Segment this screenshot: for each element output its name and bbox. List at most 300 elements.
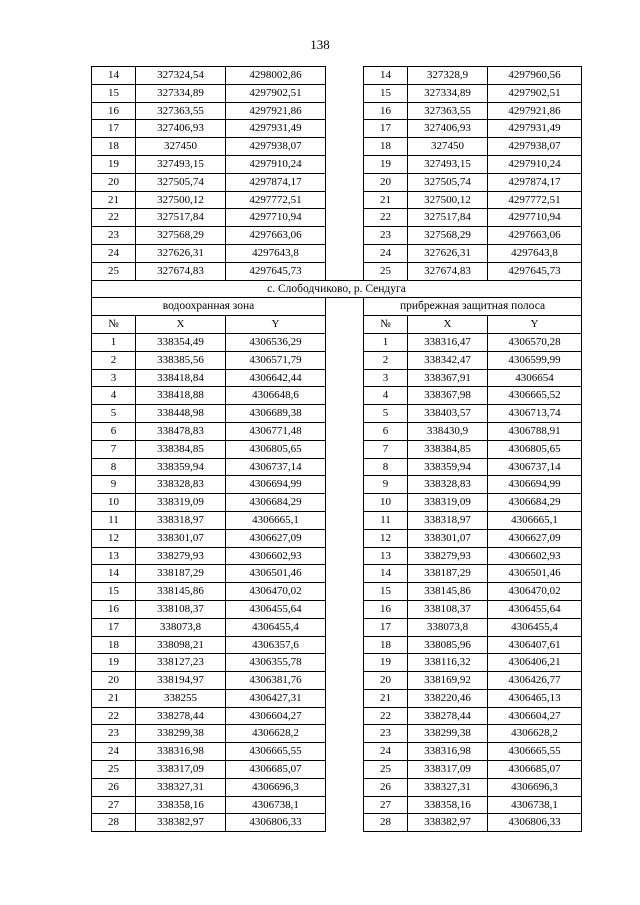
right-point-number: 27 <box>364 796 408 814</box>
right-coord-x: 338367,98 <box>408 387 488 405</box>
column-gap <box>326 120 364 138</box>
right-coord-x: 338403,57 <box>408 405 488 423</box>
left-coord-x: 338194,97 <box>136 672 226 690</box>
right-point-number: 22 <box>364 209 408 227</box>
table-row <box>92 529 582 547</box>
column-gap <box>326 155 364 173</box>
right-coord-y: 4306694,99 <box>488 476 582 494</box>
left-coord-x: 327363,55 <box>136 102 226 120</box>
left-coord-x: 338255 <box>136 689 226 707</box>
column-gap <box>326 565 364 583</box>
column-gap <box>326 333 364 351</box>
column-gap <box>326 743 364 761</box>
right-coord-y: 4306465,13 <box>488 689 582 707</box>
right-coord-y: 4306654 <box>488 369 582 387</box>
left-coord-x: 338278,44 <box>136 707 226 725</box>
left-coord-y: 4306805,65 <box>226 440 326 458</box>
table-row <box>92 476 582 494</box>
left-coord-x: 327500,12 <box>136 191 226 209</box>
table-row <box>92 262 582 280</box>
left-coord-y: 4297663,06 <box>226 227 326 245</box>
right-point-number: 9 <box>364 476 408 494</box>
left-coord-y: 4306627,09 <box>226 529 326 547</box>
table-row <box>92 102 582 120</box>
left-point-number: 1 <box>92 333 136 351</box>
right-coord-y: 4306599,99 <box>488 351 582 369</box>
right-point-number: 20 <box>364 672 408 690</box>
column-gap <box>326 227 364 245</box>
left-coord-y: 4306427,31 <box>226 689 326 707</box>
left-point-number: 15 <box>92 84 136 102</box>
right-coord-x: 327406,93 <box>408 120 488 138</box>
left-coord-y: 4297938,07 <box>226 138 326 156</box>
left-point-number: 19 <box>92 155 136 173</box>
right-coord-x: 338342,47 <box>408 351 488 369</box>
right-coord-y: 4297931,49 <box>488 120 582 138</box>
left-coord-y: 4297643,8 <box>226 244 326 262</box>
right-point-number: 25 <box>364 262 408 280</box>
table-row <box>92 173 582 191</box>
right-point-number: 18 <box>364 636 408 654</box>
right-point-number: 13 <box>364 547 408 565</box>
left-point-number: 22 <box>92 209 136 227</box>
column-gap <box>326 138 364 156</box>
left-point-number: 17 <box>92 618 136 636</box>
left-point-number: 8 <box>92 458 136 476</box>
left-point-number: 15 <box>92 583 136 601</box>
left-coord-y: 4306648,6 <box>226 387 326 405</box>
right-point-number: 24 <box>364 743 408 761</box>
left-coord-x: 338418,84 <box>136 369 226 387</box>
header-number: № <box>92 316 136 334</box>
table-row <box>92 138 582 156</box>
left-coord-x: 338385,56 <box>136 351 226 369</box>
left-point-number: 20 <box>92 173 136 191</box>
left-coord-y: 4306455,64 <box>226 600 326 618</box>
left-point-number: 13 <box>92 547 136 565</box>
left-coord-x: 338358,16 <box>136 796 226 814</box>
column-gap <box>326 778 364 796</box>
right-point-number: 3 <box>364 369 408 387</box>
left-coord-y: 4298002,86 <box>226 67 326 85</box>
right-point-number: 15 <box>364 84 408 102</box>
left-coord-y: 4306642,44 <box>226 369 326 387</box>
right-coord-y: 4297645,73 <box>488 262 582 280</box>
table-row <box>92 707 582 725</box>
column-gap <box>326 476 364 494</box>
left-point-number: 24 <box>92 244 136 262</box>
left-coord-x: 327626,31 <box>136 244 226 262</box>
left-coord-x: 338319,09 <box>136 494 226 512</box>
table-row <box>92 84 582 102</box>
column-gap <box>326 262 364 280</box>
left-coord-x: 327450 <box>136 138 226 156</box>
column-gap <box>326 405 364 423</box>
left-coord-x: 338073,8 <box>136 618 226 636</box>
left-coord-x: 338301,07 <box>136 529 226 547</box>
left-coord-x: 338279,93 <box>136 547 226 565</box>
left-point-number: 5 <box>92 405 136 423</box>
right-point-number: 1 <box>364 333 408 351</box>
left-point-number: 14 <box>92 565 136 583</box>
table-row <box>92 387 582 405</box>
right-point-number: 18 <box>364 138 408 156</box>
column-gap <box>326 316 364 334</box>
right-point-number: 21 <box>364 191 408 209</box>
right-point-number: 22 <box>364 707 408 725</box>
right-coord-x: 338316,98 <box>408 743 488 761</box>
table-row <box>92 244 582 262</box>
left-point-number: 11 <box>92 511 136 529</box>
right-point-number: 21 <box>364 689 408 707</box>
header-x: X <box>136 316 226 334</box>
table-row <box>92 796 582 814</box>
right-coord-x: 338299,38 <box>408 725 488 743</box>
right-point-number: 16 <box>364 600 408 618</box>
left-coord-x: 338328,83 <box>136 476 226 494</box>
left-point-number: 26 <box>92 778 136 796</box>
right-coord-y: 4306696,3 <box>488 778 582 796</box>
right-coord-x: 338317,09 <box>408 761 488 779</box>
right-coord-y: 4306455,64 <box>488 600 582 618</box>
table-row <box>92 547 582 565</box>
left-table-title: водоохранная зона <box>92 298 326 316</box>
right-coord-x: 338169,92 <box>408 672 488 690</box>
right-coord-x: 338220,46 <box>408 689 488 707</box>
left-coord-x: 338127,23 <box>136 654 226 672</box>
right-coord-x: 338116,32 <box>408 654 488 672</box>
right-point-number: 28 <box>364 814 408 832</box>
left-point-number: 22 <box>92 707 136 725</box>
table-row <box>92 743 582 761</box>
right-coord-x: 327505,74 <box>408 173 488 191</box>
left-coord-y: 4306628,2 <box>226 725 326 743</box>
left-coord-x: 338145,86 <box>136 583 226 601</box>
header-y: Y <box>226 316 326 334</box>
right-coord-y: 4306665,1 <box>488 511 582 529</box>
right-coord-x: 338145,86 <box>408 583 488 601</box>
left-coord-y: 4306685,07 <box>226 761 326 779</box>
right-coord-x: 338359,94 <box>408 458 488 476</box>
right-coord-x: 327568,29 <box>408 227 488 245</box>
left-coord-x: 338354,49 <box>136 333 226 351</box>
right-point-number: 17 <box>364 618 408 636</box>
right-coord-y: 4297902,51 <box>488 84 582 102</box>
left-coord-y: 4306602,93 <box>226 547 326 565</box>
left-coord-y: 4306689,38 <box>226 405 326 423</box>
left-coord-y: 4306357,6 <box>226 636 326 654</box>
left-point-number: 7 <box>92 440 136 458</box>
left-point-number: 2 <box>92 351 136 369</box>
left-coord-x: 338318,97 <box>136 511 226 529</box>
right-point-number: 23 <box>364 725 408 743</box>
right-coord-y: 4306406,21 <box>488 654 582 672</box>
column-gap <box>326 814 364 832</box>
right-coord-y: 4306501,46 <box>488 565 582 583</box>
right-coord-x: 338358,16 <box>408 796 488 814</box>
column-gap <box>326 761 364 779</box>
right-point-number: 4 <box>364 387 408 405</box>
right-coord-x: 327363,55 <box>408 102 488 120</box>
right-point-number: 19 <box>364 654 408 672</box>
column-gap <box>326 672 364 690</box>
right-coord-y: 4306665,55 <box>488 743 582 761</box>
left-coord-y: 4306604,27 <box>226 707 326 725</box>
right-point-number: 10 <box>364 494 408 512</box>
left-coord-y: 4297931,49 <box>226 120 326 138</box>
left-point-number: 18 <box>92 636 136 654</box>
right-coord-y: 4306602,93 <box>488 547 582 565</box>
column-gap <box>326 244 364 262</box>
right-table-title: прибрежная защитная полоса <box>364 298 582 316</box>
right-coord-x: 338085,96 <box>408 636 488 654</box>
right-coord-y: 4306684,29 <box>488 494 582 512</box>
right-coord-y: 4297910,24 <box>488 155 582 173</box>
column-gap <box>326 298 364 316</box>
coordinates-table <box>91 66 582 832</box>
table-row <box>92 583 582 601</box>
right-coord-x: 338430,9 <box>408 422 488 440</box>
right-coord-x: 338279,93 <box>408 547 488 565</box>
header-number: № <box>364 316 408 334</box>
table-row <box>92 422 582 440</box>
right-coord-y: 4297938,07 <box>488 138 582 156</box>
left-coord-x: 327406,93 <box>136 120 226 138</box>
table-row <box>92 672 582 690</box>
right-coord-x: 338187,29 <box>408 565 488 583</box>
right-coord-y: 4306806,33 <box>488 814 582 832</box>
right-point-number: 19 <box>364 155 408 173</box>
table-row <box>92 600 582 618</box>
left-point-number: 16 <box>92 102 136 120</box>
left-coord-y: 4306694,99 <box>226 476 326 494</box>
right-point-number: 5 <box>364 405 408 423</box>
right-coord-y: 4306604,27 <box>488 707 582 725</box>
right-point-number: 23 <box>364 227 408 245</box>
left-coord-x: 327324,54 <box>136 67 226 85</box>
right-coord-x: 338367,91 <box>408 369 488 387</box>
right-point-number: 17 <box>364 120 408 138</box>
left-coord-x: 338187,29 <box>136 565 226 583</box>
left-coord-x: 338384,85 <box>136 440 226 458</box>
right-coord-x: 338382,97 <box>408 814 488 832</box>
left-coord-x: 338478,83 <box>136 422 226 440</box>
left-coord-x: 338316,98 <box>136 743 226 761</box>
right-coord-x: 327626,31 <box>408 244 488 262</box>
table-row <box>92 636 582 654</box>
left-point-number: 23 <box>92 227 136 245</box>
column-gap <box>326 173 364 191</box>
right-coord-x: 327517,84 <box>408 209 488 227</box>
left-coord-y: 4306665,55 <box>226 743 326 761</box>
left-coord-x: 338359,94 <box>136 458 226 476</box>
right-point-number: 16 <box>364 102 408 120</box>
right-coord-y: 4306685,07 <box>488 761 582 779</box>
header-x: X <box>408 316 488 334</box>
left-coord-x: 327334,89 <box>136 84 226 102</box>
column-gap <box>326 511 364 529</box>
left-coord-x: 338327,31 <box>136 778 226 796</box>
left-coord-y: 4306455,4 <box>226 618 326 636</box>
left-coord-y: 4306355,78 <box>226 654 326 672</box>
left-coord-y: 4306738,1 <box>226 796 326 814</box>
right-coord-y: 4297643,8 <box>488 244 582 262</box>
table-row <box>92 618 582 636</box>
left-coord-x: 327568,29 <box>136 227 226 245</box>
left-coord-y: 4297645,73 <box>226 262 326 280</box>
right-point-number: 24 <box>364 244 408 262</box>
column-gap <box>326 618 364 636</box>
right-point-number: 15 <box>364 583 408 601</box>
section-title: с. Слободчиково, р. Сендуга <box>92 280 582 298</box>
left-coord-x: 338448,98 <box>136 405 226 423</box>
right-coord-y: 4297921,86 <box>488 102 582 120</box>
left-coord-x: 327674,83 <box>136 262 226 280</box>
right-coord-y: 4306407,61 <box>488 636 582 654</box>
left-point-number: 25 <box>92 262 136 280</box>
left-coord-y: 4306771,48 <box>226 422 326 440</box>
table-row <box>92 565 582 583</box>
right-coord-x: 338328,83 <box>408 476 488 494</box>
column-gap <box>326 494 364 512</box>
column-gap <box>326 440 364 458</box>
column-gap <box>326 458 364 476</box>
right-coord-x: 338301,07 <box>408 529 488 547</box>
right-coord-y: 4306426,77 <box>488 672 582 690</box>
left-point-number: 21 <box>92 191 136 209</box>
table-row <box>92 333 582 351</box>
right-coord-y: 4306570,28 <box>488 333 582 351</box>
column-gap <box>326 191 364 209</box>
table-row <box>92 458 582 476</box>
right-point-number: 2 <box>364 351 408 369</box>
table-row <box>92 725 582 743</box>
column-gap <box>326 369 364 387</box>
left-point-number: 20 <box>92 672 136 690</box>
page-number: 138 <box>310 37 330 52</box>
right-coord-y: 4306737,14 <box>488 458 582 476</box>
right-point-number: 7 <box>364 440 408 458</box>
left-point-number: 24 <box>92 743 136 761</box>
left-coord-y: 4297710,94 <box>226 209 326 227</box>
right-point-number: 6 <box>364 422 408 440</box>
left-point-number: 21 <box>92 689 136 707</box>
right-coord-y: 4297710,94 <box>488 209 582 227</box>
column-gap <box>326 547 364 565</box>
right-coord-x: 338073,8 <box>408 618 488 636</box>
left-point-number: 19 <box>92 654 136 672</box>
right-coord-y: 4306455,4 <box>488 618 582 636</box>
left-coord-y: 4297772,51 <box>226 191 326 209</box>
column-gap <box>326 583 364 601</box>
column-gap <box>326 636 364 654</box>
column-gap <box>326 209 364 227</box>
left-coord-y: 4297874,17 <box>226 173 326 191</box>
right-coord-x: 338318,97 <box>408 511 488 529</box>
right-coord-x: 338316,47 <box>408 333 488 351</box>
right-coord-x: 338278,44 <box>408 707 488 725</box>
table-row <box>92 440 582 458</box>
right-coord-x: 338108,37 <box>408 600 488 618</box>
right-coord-y: 4306627,09 <box>488 529 582 547</box>
right-point-number: 25 <box>364 761 408 779</box>
left-point-number: 12 <box>92 529 136 547</box>
right-point-number: 8 <box>364 458 408 476</box>
left-coord-x: 338098,21 <box>136 636 226 654</box>
right-coord-y: 4306738,1 <box>488 796 582 814</box>
right-coord-x: 327500,12 <box>408 191 488 209</box>
right-coord-x: 327674,83 <box>408 262 488 280</box>
table-row <box>92 191 582 209</box>
left-coord-y: 4306470,02 <box>226 583 326 601</box>
table-row <box>92 120 582 138</box>
right-coord-y: 4297960,56 <box>488 67 582 85</box>
table-row <box>92 778 582 796</box>
left-coord-x: 338418,88 <box>136 387 226 405</box>
left-point-number: 17 <box>92 120 136 138</box>
table-row <box>92 689 582 707</box>
table-row <box>92 369 582 387</box>
table-row <box>92 351 582 369</box>
left-coord-y: 4306737,14 <box>226 458 326 476</box>
left-coord-x: 338382,97 <box>136 814 226 832</box>
left-coord-y: 4297902,51 <box>226 84 326 102</box>
column-gap <box>326 689 364 707</box>
table-row <box>92 405 582 423</box>
header-y: Y <box>488 316 582 334</box>
table-row <box>92 209 582 227</box>
right-point-number: 12 <box>364 529 408 547</box>
left-coord-y: 4306684,29 <box>226 494 326 512</box>
column-gap <box>326 529 364 547</box>
left-point-number: 27 <box>92 796 136 814</box>
table-row <box>92 155 582 173</box>
table-row <box>92 511 582 529</box>
column-gap <box>326 102 364 120</box>
right-coord-x: 327328,9 <box>408 67 488 85</box>
right-coord-y: 4306788,91 <box>488 422 582 440</box>
right-point-number: 26 <box>364 778 408 796</box>
table-row <box>92 67 582 85</box>
column-gap <box>326 600 364 618</box>
table-row <box>92 494 582 512</box>
left-coord-y: 4306806,33 <box>226 814 326 832</box>
left-coord-y: 4306381,76 <box>226 672 326 690</box>
left-point-number: 9 <box>92 476 136 494</box>
left-point-number: 3 <box>92 369 136 387</box>
left-coord-y: 4306501,46 <box>226 565 326 583</box>
left-coord-x: 338317,09 <box>136 761 226 779</box>
left-coord-y: 4306665,1 <box>226 511 326 529</box>
left-point-number: 23 <box>92 725 136 743</box>
left-coord-y: 4306571,79 <box>226 351 326 369</box>
right-coord-y: 4306805,65 <box>488 440 582 458</box>
right-point-number: 14 <box>364 565 408 583</box>
column-gap <box>326 707 364 725</box>
left-coord-y: 4306536,29 <box>226 333 326 351</box>
right-coord-x: 327450 <box>408 138 488 156</box>
column-gap <box>326 351 364 369</box>
column-gap <box>326 67 364 85</box>
right-point-number: 11 <box>364 511 408 529</box>
right-coord-x: 327493,15 <box>408 155 488 173</box>
left-coord-y: 4297921,86 <box>226 102 326 120</box>
right-coord-y: 4297874,17 <box>488 173 582 191</box>
right-point-number: 14 <box>364 67 408 85</box>
left-coord-y: 4297910,24 <box>226 155 326 173</box>
column-gap <box>326 725 364 743</box>
left-coord-x: 327505,74 <box>136 173 226 191</box>
